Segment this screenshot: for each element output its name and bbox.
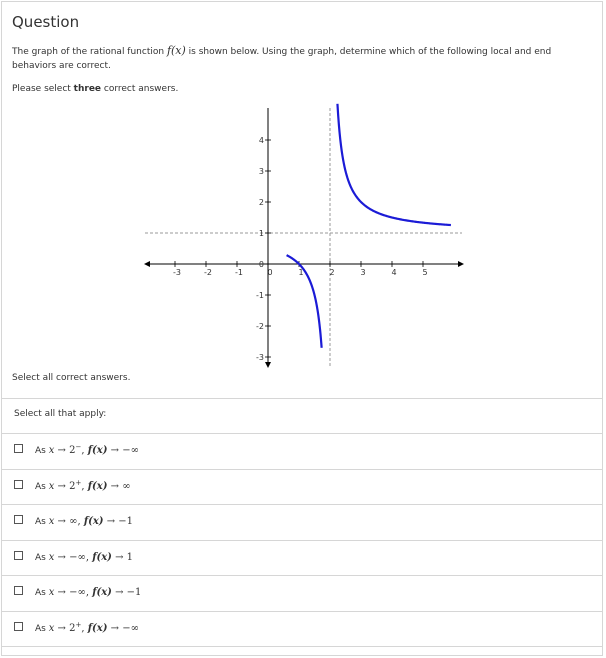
answer-arrow: →: [103, 516, 119, 527]
x-tick-label: 1: [298, 268, 304, 277]
divider: [1, 646, 603, 647]
x-tick-label: 5: [422, 268, 428, 277]
answer-checkbox[interactable]: [14, 444, 23, 453]
question-description: [12, 44, 587, 73]
answer-checkbox[interactable]: [14, 480, 23, 489]
answer-separator: ,: [81, 481, 88, 492]
answer-variable: x: [48, 552, 55, 563]
answer-arrow: →: [54, 623, 70, 634]
answer-approach-value: 2: [69, 445, 76, 456]
answer-function: f(x): [87, 481, 108, 492]
answer-text[interactable]: [35, 585, 141, 598]
answer-checkbox[interactable]: [14, 586, 23, 595]
answer-separator: ,: [81, 445, 88, 456]
curve-left-branch: [287, 255, 322, 348]
answer-prefix: As: [35, 446, 49, 456]
y-tick-label: -3: [256, 353, 264, 362]
x-tick-label: 3: [360, 268, 366, 277]
answer-text[interactable]: [35, 479, 131, 492]
description-text-before: The graph of the rational function: [12, 47, 167, 57]
answer-prefix: As: [35, 553, 49, 563]
answer-function: f(x): [87, 623, 108, 634]
answer-function: f(x): [92, 552, 112, 563]
answer-variable: x: [48, 587, 55, 598]
answer-arrow: →: [54, 552, 70, 563]
answer-variable: x: [48, 481, 55, 492]
curve-right-branch: [337, 104, 450, 225]
answer-limit-value: −1: [118, 516, 134, 527]
answer-function: f(x): [83, 516, 104, 527]
answer-option-4[interactable]: [1, 540, 603, 575]
x-tick-label: -1: [235, 268, 243, 277]
selection-instruction: [12, 84, 178, 94]
description-text-after: is shown below. Using the graph, determine which of the following local and end behaviors are correct.: [12, 47, 552, 71]
answer-text[interactable]: [35, 621, 139, 634]
y-tick-label: 4: [258, 136, 264, 145]
answer-function: f(x): [92, 587, 112, 598]
answer-arrow: →: [111, 552, 127, 563]
answer-arrow: →: [54, 445, 70, 456]
answer-limit-value: −∞: [122, 623, 139, 634]
answer-arrow: →: [54, 587, 70, 598]
instruction-before: Please select: [12, 84, 74, 94]
answer-approach-value: ∞: [69, 516, 78, 527]
y-tick-label: 3: [258, 167, 264, 176]
answer-arrow: →: [111, 587, 127, 598]
answer-approach-value: 2: [69, 481, 76, 492]
answer-option-3[interactable]: [1, 504, 603, 539]
x-tick-label: -2: [204, 268, 212, 277]
answer-prefix: As: [35, 588, 49, 598]
x-tick-label: 0: [267, 268, 273, 277]
x-tick-label: -3: [173, 268, 181, 277]
y-tick-label: -1: [256, 291, 264, 300]
answer-approach-value: −∞: [69, 552, 86, 563]
select-all-that-apply-label: Select all that apply:: [14, 409, 107, 419]
function-graph: [140, 100, 470, 370]
answer-separator: ,: [85, 587, 93, 598]
answer-arrow: →: [107, 481, 123, 492]
answer-separator: ,: [77, 516, 84, 527]
answer-checkbox[interactable]: [14, 515, 23, 524]
y-tick-label: 2: [258, 198, 264, 207]
instruction-after: correct answers.: [101, 84, 179, 94]
x-axis-arrow-right: [458, 261, 464, 267]
divider: [1, 398, 603, 399]
answer-variable: x: [48, 623, 55, 634]
answer-checkbox[interactable]: [14, 622, 23, 631]
y-tick-label: 0: [258, 260, 264, 269]
x-axis-arrow-left: [144, 261, 150, 267]
answer-limit-value: 1: [126, 552, 134, 563]
answer-variable: x: [48, 445, 55, 456]
y-axis-arrow-down: [265, 362, 271, 368]
answer-side-marker: +: [75, 479, 82, 487]
answer-approach-value: −∞: [69, 587, 86, 598]
answer-option-5[interactable]: [1, 575, 603, 610]
answer-option-6[interactable]: [1, 611, 603, 646]
answer-arrow: →: [54, 481, 70, 492]
answer-arrow: →: [107, 623, 123, 634]
answer-prefix: As: [35, 517, 49, 527]
answer-limit-value: −∞: [122, 445, 139, 456]
answer-approach-value: 2: [69, 623, 76, 634]
y-tick-label: 1: [258, 229, 264, 238]
answer-text[interactable]: [35, 514, 133, 527]
function-label: f(x): [166, 44, 186, 57]
answer-limit-value: ∞: [122, 481, 131, 492]
answer-checkbox[interactable]: [14, 551, 23, 560]
answer-variable: x: [48, 516, 55, 527]
answer-limit-value: −1: [126, 587, 142, 598]
answer-prefix: As: [35, 482, 49, 492]
instruction-count: three: [73, 84, 102, 94]
x-tick-label: 4: [391, 268, 397, 277]
answer-arrow: →: [107, 445, 123, 456]
answer-arrow: →: [54, 516, 70, 527]
answer-side-marker: +: [75, 621, 82, 629]
answer-separator: ,: [81, 623, 88, 634]
answer-separator: ,: [85, 552, 93, 563]
answer-option-1[interactable]: [1, 433, 603, 468]
x-tick-label: 2: [329, 268, 335, 277]
y-tick-label: -2: [256, 322, 264, 331]
answer-text[interactable]: [35, 443, 139, 456]
answer-prefix: As: [35, 624, 49, 634]
answer-text[interactable]: [35, 550, 133, 563]
select-all-correct-label: Select all correct answers.: [12, 373, 131, 383]
answer-option-2[interactable]: [1, 469, 603, 504]
answer-side-marker: −: [75, 443, 82, 451]
answer-function: f(x): [87, 445, 108, 456]
question-title: Question: [12, 13, 80, 31]
